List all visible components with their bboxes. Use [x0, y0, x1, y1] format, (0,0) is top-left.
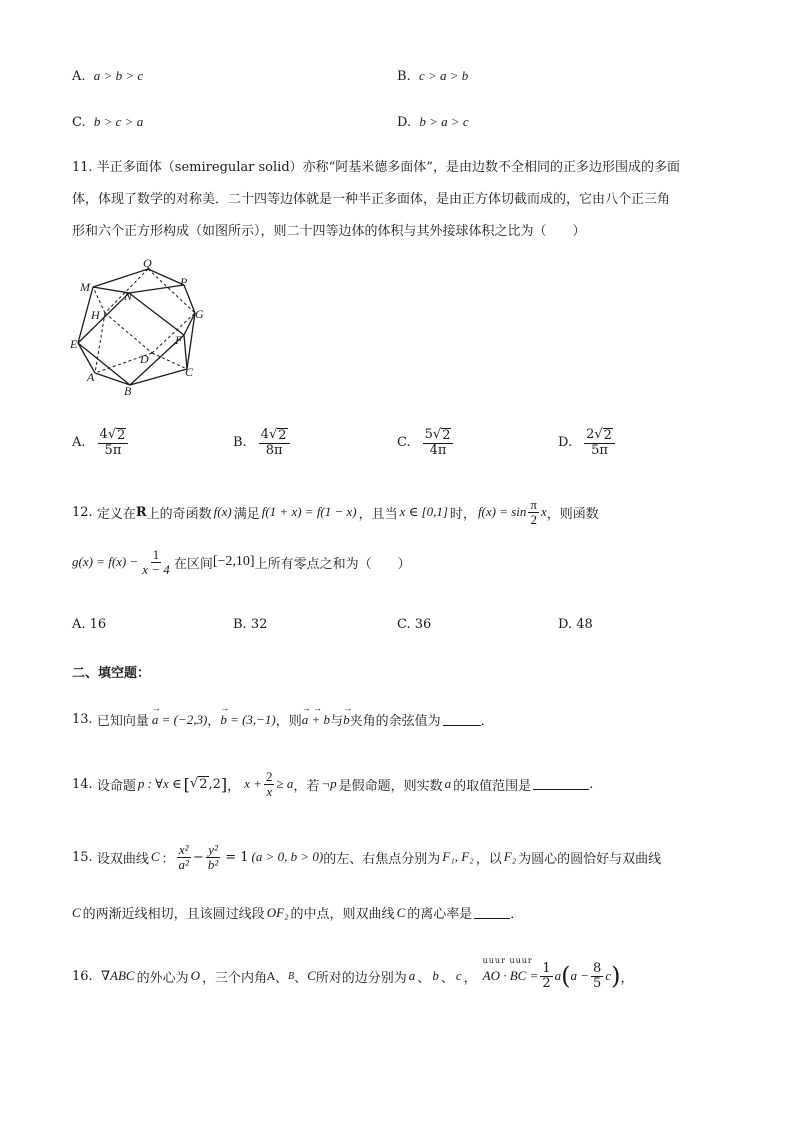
q15-line-2: C 的两渐近线相切，且该圆过线段 OF₂ 的中点，则双曲线 C 的离心率是 ． [72, 904, 524, 922]
q12-line-2: g(x) = f(x) − $\frac{1}{x - 4}$ 在区间 [−2,10] 上所有零点之和为（ ） [72, 547, 411, 577]
vertex-label-a: A [87, 370, 95, 384]
q11-line-1: 11. 半正多面体（semiregular solid）亦称“阿基米德多面体”，是由边数不全相同的正多边形围成的多面 [72, 160, 680, 175]
q12-option-a: A. 16 [72, 617, 107, 632]
q10-option-b: B. c > a > b [397, 68, 469, 84]
q14-line: 14. 设命题 p : ∀x ∈ [ √ 2 ,2 ] ， x + $\frac{2}{x}$ ≥ a ，若 ¬p 是假命题，则实数 a 的取值范围是 . [72, 769, 594, 799]
q15-answer-blank[interactable] [474, 907, 510, 919]
q11-option-c: C. 5 √ 2 4π [397, 428, 455, 457]
q12-line-1: 12. 定义在 R 上的奇函数 f(x) 满足 f(1 + x) = f(1 − x) ，且当 x ∈ [0,1] 时， f(x) = sin $\frac{\pi}{2}$ x ，则函数 [72, 497, 599, 527]
section-heading-fill-in: 二、填空题： [72, 666, 151, 681]
q14-answer-blank[interactable] [533, 778, 589, 790]
vector-marks: uuur uuur [482, 956, 533, 966]
vertex-label-d: D [140, 352, 149, 366]
q11-line-3: 形和六个正方形构成（如图所示），则二十四等边体的体积与其外接球体积之比为（ ） [72, 224, 586, 239]
q16-line: 16. ∇ABC 的外心为 O ，三个内角 A 、 B 、 C 所对的边分别为 a 、 b 、 c ， uuur uuur AO · BC = $\frac{1}{2}$ a ( a − $\frac{8}{5}$ c ) ， [72, 956, 634, 991]
q13-answer-blank[interactable] [443, 714, 481, 726]
vertex-label-e: E [70, 337, 78, 351]
vertex-label-b: B [124, 384, 132, 398]
q11-option-d: D. 2 √ 2 5π [558, 428, 617, 457]
q15-line-1: 15. 设双曲线 C ： $\frac{\text{x²}}{\text{a²}}$ − $\frac{\text{y²}}{\text{b²}}$ = 1 (a > 0, b > 0) 的左、右焦点分别为 F₁, F₂ ，以 F₂ 为圆心的圆恰好与双曲线 [72, 842, 662, 872]
vertex-label-g: G [195, 307, 204, 321]
vertex-label-c: C [185, 365, 194, 379]
q10-option-d: D. b > a > c [397, 114, 469, 130]
vertex-label-n: N [124, 289, 133, 303]
vertex-label-h: H [91, 308, 100, 322]
vertex-label-q: Q [143, 256, 152, 270]
vertex-label-f: F [175, 333, 183, 347]
q11-option-a: A. 4 √ 2 5π [72, 428, 130, 457]
polyhedron-figure [60, 255, 220, 400]
q12-option-b: B. 32 [233, 617, 268, 632]
vertex-label-m: M [80, 280, 90, 294]
vertex-label-p: P [180, 275, 188, 289]
q10-option-a: A. a > b > c [72, 68, 144, 84]
q11-line-2: 体，体现了数学的对称美．二十四等边体就是一种半正多面体，是由正方体切截而成的，它由八个正三角 [72, 192, 671, 207]
q13-line: 13. 已知向量 → a = (−2,3) ， → b = (3,−1) ，则 → → a + b 与 → b 夹角的余弦值为 ． [72, 702, 494, 729]
q12-option-c: C. 36 [397, 617, 432, 632]
q11-option-b: B. 4 √ 2 8π [233, 428, 292, 457]
q10-option-c: C. b > c > a [72, 114, 144, 130]
q12-option-d: D. 48 [558, 617, 593, 632]
